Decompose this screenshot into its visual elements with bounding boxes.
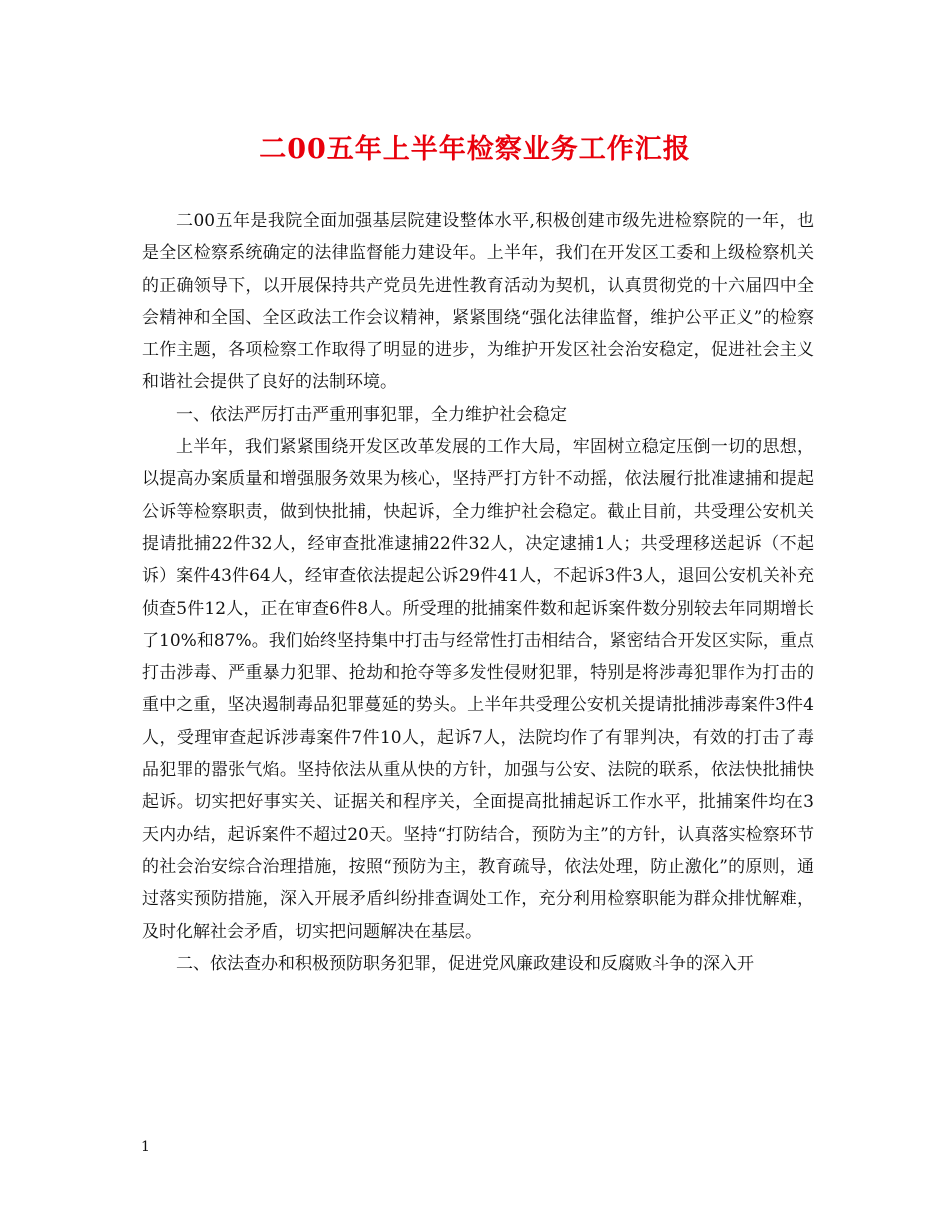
section-heading-1: 一、依法严厉打击严重刑事犯罪，全力维护社会稳定 [176,404,567,425]
document-title: 二00五年上半年检察业务工作汇报 [259,134,691,165]
page-number: 1 [141,1139,150,1155]
paragraph-section-1: 上半年，我们紧紧围绕开发区改革发展的工作大局，牢固树立稳定压倒一切的思想，以提高办案质量和增强服务效果为核心，坚持严打方针不动摇，依法履行批准逮捕和提起公诉等检察职责，做到快批捕，快起诉，全力维护社会稳定。截止目前，共受理公安机关提请批捕22件32人，经审查批准逮捕22件32人，决定逮捕1人；共受理移送起诉（不起诉）案件43件64人，经审查依法提起公诉29件41人，不起诉3件3人，退回公安机关补充侦查5件12人，正在审查6件8人。所受理的批捕案件数和起诉案件数分别较去年同期增长了10%和87%。我们始终坚持集中打击与经常性打击相结合，紧密结合开发区实际，重点打击涉毒、严重暴力犯罪、抢劫和抢夺等多发性侵财犯罪，特别是将涉毒犯罪作为打击的重中之重，坚决遏制毒品犯罪蔓延的势头。上半年共受理公安机关提请批捕涉毒案件3件4人，受理审查起诉涉毒案件7件10人，起诉7人，法院均作了有罪判决，有效的打击了毒品犯罪的嚣张气焰。坚持依法从重从快的方针，加强与公安、法院的联系，依法快批捕快起诉。切实把好事实关、证据关和程序关，全面提高批捕起诉工作水平，批捕案件均在3天内办结，起诉案件不超过20天。坚持“打防结合，预防为主”的方针，认真落实检察环节的社会治安综合治理措施，按照“预防为主，教育疏导，依法处理，防止激化”的原则，通过落实预防措施，深入开展矛盾纠纷排查调处工作，充分利用检察职能为群众排忧解难，及时化解社会矛盾，切实把问题解决在基层。 [142,437,814,942]
section-heading-2: 二、依法查办和积极预防职务犯罪，促进党风廉政建设和反腐败斗争的深入开 [176,953,754,974]
document-body [142,205,814,980]
paragraph-intro: 二00五年是我院全面加强基层院建设整体水平,积极创建市级先进检察院的一年，也是全区检察系统确定的法律监督能力建设年。上半年，我们在开发区工委和上级检察机关的正确领导下，以开展保持共产党员先进性教育活动为契机，认真贯彻党的十六届四中全会精神和全国、全区政法工作会议精神，紧紧围绕“强化法律监督，维护公平正义”的检察工作主题，各项检察工作取得了明显的进步，为维护开发区社会治安稳定，促进社会主义和谐社会提供了良好的法制环境。 [142,211,814,393]
